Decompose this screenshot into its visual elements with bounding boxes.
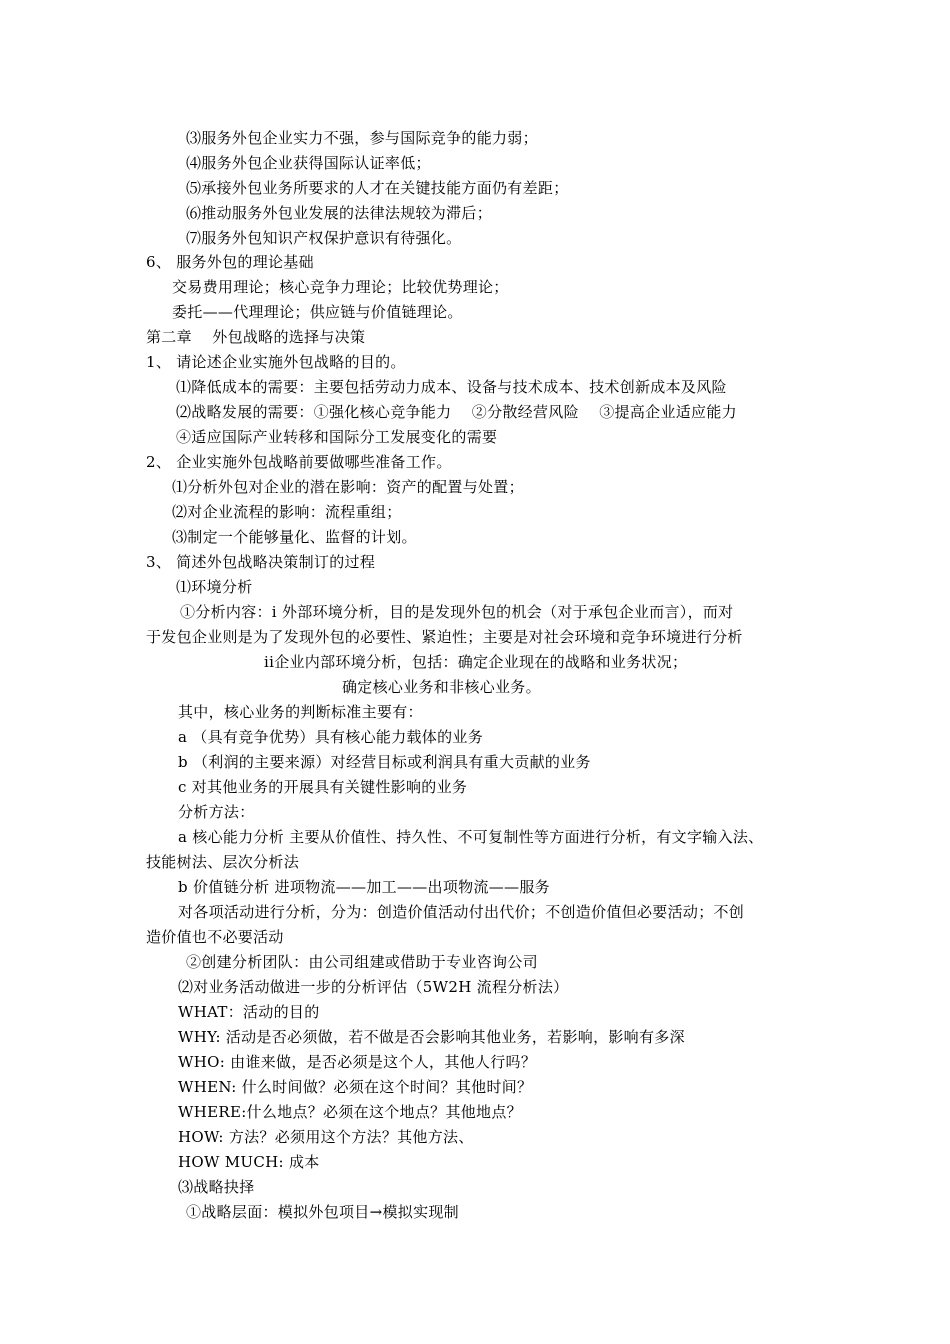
text-line: 委托——代理理论；供应链与价值链理论。 [172, 303, 463, 321]
text-line: 于发包企业则是为了发现外包的必要性、紧迫性；主要是对社会环境和竞争环境进行分析 [146, 628, 743, 646]
text-line: ⑴降低成本的需要：主要包括劳动力成本、设备与技术成本、技术创新成本及风险 [176, 378, 727, 396]
text-line: ⑴分析外包对企业的潜在影响：资产的配置与处置； [172, 478, 524, 496]
text-line: ⑶制定一个能够量化、监督的计划。 [172, 528, 417, 546]
text-line: WHO: 由谁来做，是否必须是这个人，其他人行吗？ [178, 1053, 537, 1071]
text-line: ⑶服务外包企业实力不强，参与国际竞争的能力弱； [186, 129, 538, 147]
text-line: ⑺服务外包知识产权保护意识有待强化。 [186, 229, 462, 247]
text-line: ②创建分析团队：由公司组建或借助于专业咨询公司 [186, 953, 538, 971]
text-line: 对各项活动进行分析，分为：创造价值活动付出代价；不创造价值但必要活动；不创 [178, 903, 745, 921]
section-heading: 6、 服务外包的理论基础 [146, 253, 314, 271]
text-line: WHAT：活动的目的 [178, 1003, 320, 1021]
text-line: b （利润的主要来源）对经营目标或利润具有重大贡献的业务 [178, 753, 591, 771]
text-line: ⑵对业务活动做进一步的分析评估（5W2H 流程分析法） [178, 978, 569, 996]
text-line: ⑶战略抉择 [178, 1178, 255, 1196]
text-line: ①分析内容：i 外部环境分析，目的是发现外包的机会（对于承包企业而言），而对 [180, 603, 734, 621]
text-line: a 核心能力分析 主要从价值性、持久性、不可复制性等方面进行分析，有文字输入法、 [178, 828, 764, 846]
text-line: 确定核心业务和非核心业务。 [342, 678, 541, 696]
section-heading: 2、 企业实施外包战略前要做哪些准备工作。 [146, 453, 452, 471]
text-line: HOW MUCH: 成本 [178, 1153, 320, 1171]
section-heading: 1、 请论述企业实施外包战略的目的。 [146, 353, 406, 371]
text-line: ⑷服务外包企业获得国际认证率低； [186, 154, 431, 172]
text-line: ①战略层面：模拟外包项目→模拟实现制 [186, 1203, 459, 1221]
text-line: ⑹推动服务外包业发展的法律法规较为滞后； [186, 204, 493, 222]
text-line: ⑴环境分析 [176, 578, 253, 596]
text-line: WHERE:什么地点？必须在这个地点？其他地点？ [178, 1103, 522, 1121]
text-line: b 价值链分析 进项物流——加工——出项物流——服务 [178, 878, 550, 896]
text-line: 交易费用理论；核心竞争力理论；比较优势理论； [172, 278, 509, 296]
text-line: c 对其他业务的开展具有关键性影响的业务 [178, 778, 468, 796]
text-line: 其中，核心业务的判断标准主要有： [178, 703, 423, 721]
text-line: ⑵对企业流程的影响：流程重组； [172, 503, 402, 521]
text-line: ④适应国际产业转移和国际分工发展变化的需要 [176, 428, 498, 446]
chapter-heading: 第二章 外包战略的选择与决策 [146, 328, 366, 346]
text-line: a （具有竞争优势）具有核心能力载体的业务 [178, 728, 484, 746]
text-line: ⑸承接外包业务所要求的人才在关键技能方面仍有差距； [186, 179, 569, 197]
text-line: HOW: 方法？必须用这个方法？其他方法、 [178, 1128, 474, 1146]
text-line: WHY: 活动是否必须做，若不做是否会影响其他业务，若影响，影响有多深 [178, 1028, 685, 1046]
text-line: ⑵战略发展的需要：①强化核心竞争能力 ②分散经营风险 ③提高企业适应能力 [176, 403, 737, 421]
text-line: 造价值也不必要活动 [146, 928, 284, 946]
section-heading: 3、 简述外包战略决策制订的过程 [146, 553, 376, 571]
text-line: WHEN: 什么时间做？必须在这个时间？其他时间？ [178, 1078, 533, 1096]
text-line: ii企业内部环境分析，包括：确定企业现在的战略和业务状况； [264, 653, 688, 671]
text-line: 分析方法： [178, 803, 255, 821]
text-line: 技能树法、层次分析法 [146, 853, 300, 871]
